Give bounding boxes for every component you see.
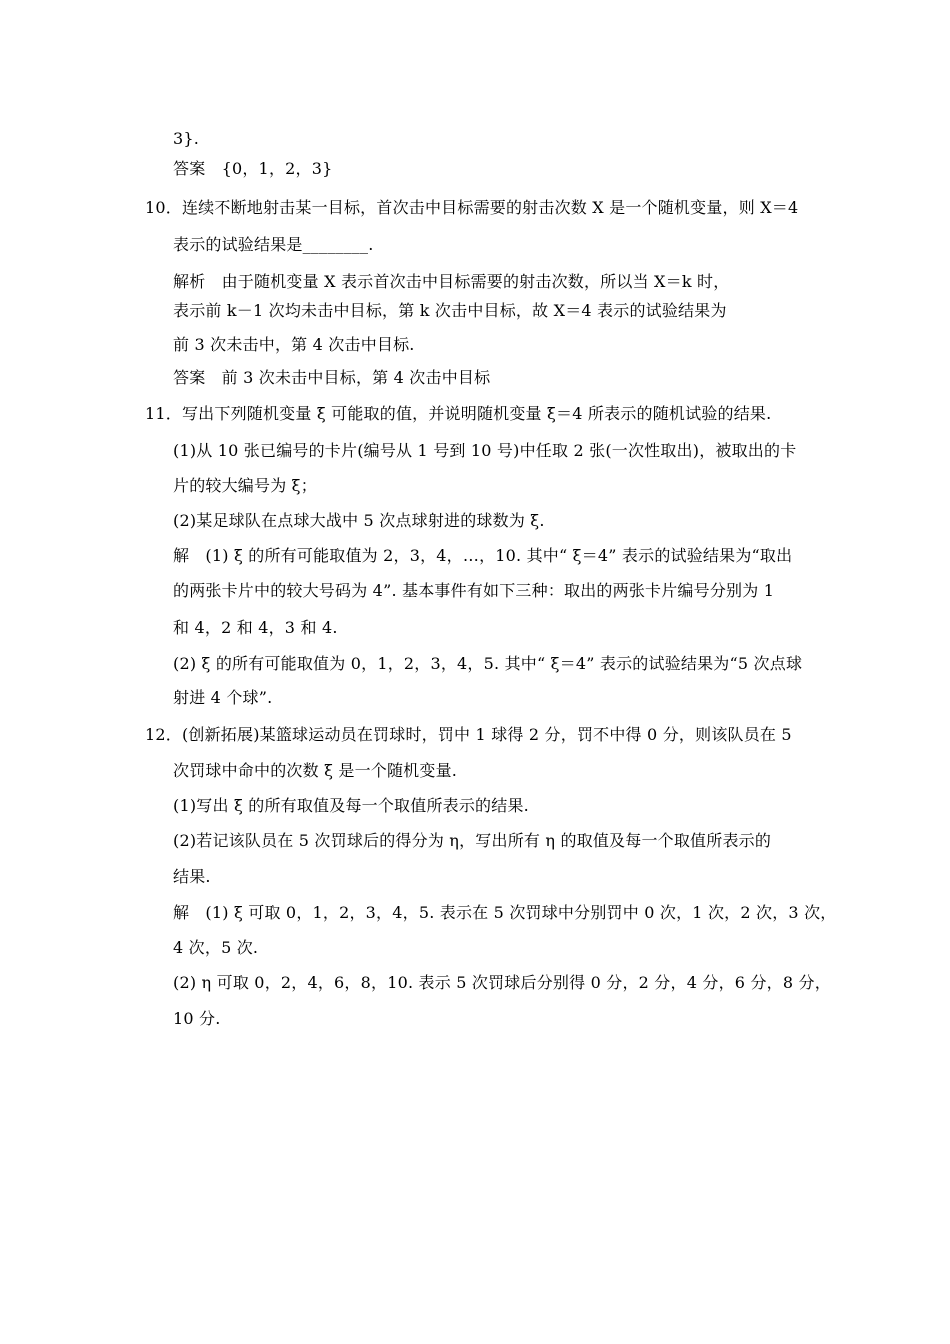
answer-line: 答案 前 3 次未击中目标，第 4 次击中目标 — [173, 368, 491, 387]
text-line: 次罚球中命中的次数 ξ 是一个随机变量. — [173, 761, 458, 780]
text-line: (2)某足球队在点球大战中 5 次点球射进的球数为 ξ. — [173, 511, 545, 530]
text-line: 结果. — [173, 867, 211, 886]
text-line: (2) η 可取 0，2，4，6，8，10. 表示 5 次罚球后分别得 0 分，2 分，4 分，6 分，8 分， — [173, 973, 831, 992]
text-line: 表示前 k－1 次均未击中目标，第 k 次击中目标，故 X＝4 表示的试验结果为 — [173, 301, 727, 320]
question-10: 10．连续不断地射击某一目标，首次击中目标需要的射击次数 X 是一个随机变量，则 X＝4 — [145, 198, 799, 217]
text-line: 射进 4 个球”. — [173, 688, 273, 707]
text-line: 4 次，5 次. — [173, 938, 259, 957]
text-line: 10 分. — [173, 1009, 221, 1028]
text-line: 3}. — [173, 129, 200, 148]
text-line: 表示的试验结果是________. — [173, 235, 374, 254]
solution-line: 解 (1) ξ 的所有可能取值为 2，3，4，…，10. 其中“ ξ＝4” 表示的试验结果为“取出 — [173, 546, 793, 565]
text-line: 片的较大编号为 ξ； — [173, 476, 317, 495]
text-line: (1)写出 ξ 的所有取值及每一个取值所表示的结果. — [173, 796, 529, 815]
solution-line: 解 (1) ξ 可取 0，1，2，3，4，5. 表示在 5 次罚球中分别罚中 0 次，1 次，2 次，3 次， — [173, 903, 837, 922]
analysis-line: 解析 由于随机变量 X 表示首次击中目标需要的射击次数，所以当 X＝k 时， — [173, 272, 730, 291]
question-number: 10． — [145, 198, 182, 217]
answer-line: 答案 {0，1，2，3} — [173, 159, 333, 178]
text-line: (2)若记该队员在 5 次罚球后的得分为 η，写出所有 η 的取值及每一个取值所表示的 — [173, 831, 772, 850]
question-number: 11． — [145, 404, 182, 423]
text-line: 和 4，2 和 4，3 和 4. — [173, 618, 338, 637]
text-line: (1)从 10 张已编号的卡片(编号从 1 号到 10 号)中任取 2 张(一次性取出)，被取出的卡 — [173, 441, 797, 460]
question-number: 12． — [145, 725, 182, 744]
question-12: 12．(创新拓展)某篮球运动员在罚球时，罚中 1 球得 2 分，罚不中得 0 分，则该队员在 5 — [145, 725, 792, 744]
text-line: (2) ξ 的所有可能取值为 0，1，2，3，4，5. 其中“ ξ＝4” 表示的试验结果为“5 次点球 — [173, 654, 803, 673]
text-line: 的两张卡片中的较大号码为 4”. 基本事件有如下三种：取出的两张卡片编号分别为 1 — [173, 581, 775, 600]
question-11: 11．写出下列随机变量 ξ 可能取的值，并说明随机变量 ξ＝4 所表示的随机试验的结果. — [145, 404, 772, 423]
text-line: 前 3 次未击中，第 4 次击中目标. — [173, 335, 415, 354]
